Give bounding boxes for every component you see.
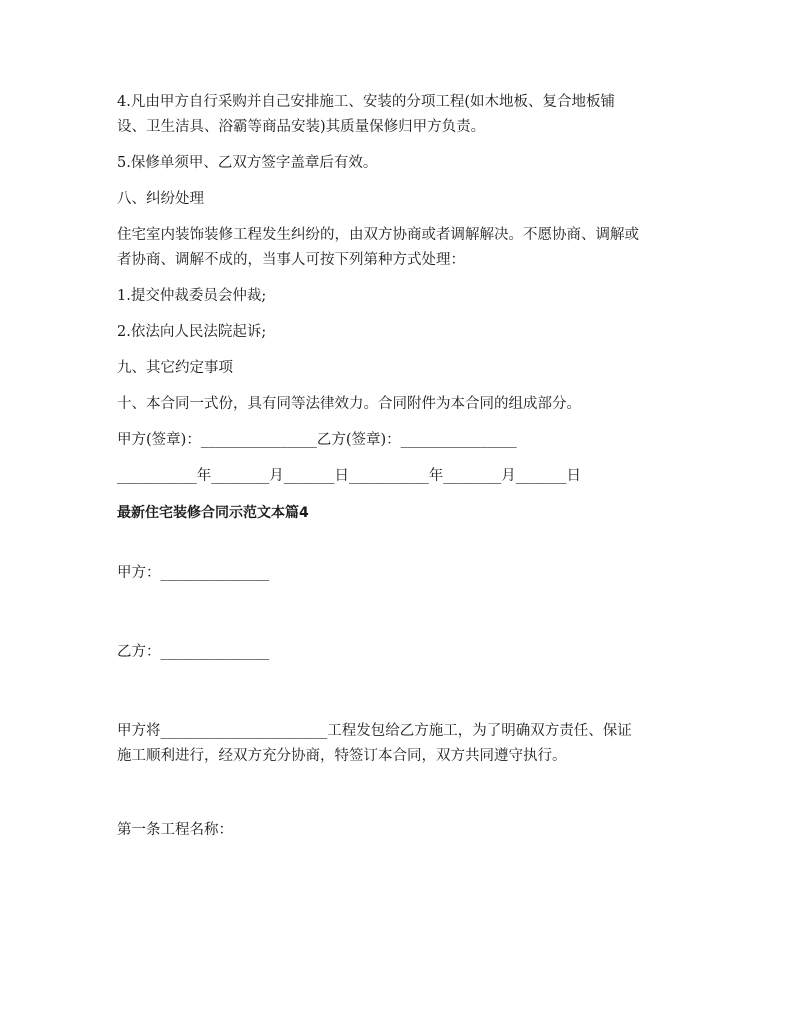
clause-5: 5.保修单须甲、乙双方签字盖章后有效。 bbox=[117, 155, 378, 171]
section-8-title: 八、纠纷处理 bbox=[117, 191, 204, 207]
party-a-field: 甲方：_______________ bbox=[117, 565, 270, 581]
article-1-title: 第一条工程名称： bbox=[117, 822, 233, 838]
party-b-field: 乙方：_______________ bbox=[117, 644, 270, 660]
dispute-line-1: 住宅室内装饰装修工程发生纠纷的，由双方协商或者调解解决。不愿协商、调解或 bbox=[117, 227, 639, 243]
dispute-option-2: 2.依法向人民法院起诉; bbox=[117, 324, 267, 340]
section-9-title: 九、其它约定事项 bbox=[117, 360, 233, 376]
signature-line: 甲方(签章)：________________乙方(签章)：________________ bbox=[117, 432, 517, 448]
clause-4-line-2: 设、卫生洁具、浴霸等商品安装)其质量保修归甲方负责。 bbox=[117, 119, 486, 135]
preamble-line-2: 施工顺利进行，经双方充分协商，特签订本合同，双方共同遵守执行。 bbox=[117, 748, 567, 764]
clause-4-line-1: 4.凡由甲方自行采购并自己安排施工、安装的分项工程(如木地板、复合地板铺 bbox=[117, 94, 615, 110]
dispute-option-1: 1.提交仲裁委员会仲裁; bbox=[117, 288, 267, 304]
section-10-text: 十、本合同一式份，具有同等法律效力。合同附件为本合同的组成部分。 bbox=[117, 396, 581, 412]
dispute-line-2: 者协商、调解不成的，当事人可按下列第种方式处理： bbox=[117, 252, 465, 268]
section-heading: 最新住宅装修合同示范文本篇4 bbox=[117, 505, 309, 521]
preamble-line-1: 甲方将_______________________工程发包给乙方施工，为了明确双方责任、保证 bbox=[117, 723, 632, 739]
date-line: ___________年________月_______日___________年________月_______日 bbox=[117, 468, 581, 484]
